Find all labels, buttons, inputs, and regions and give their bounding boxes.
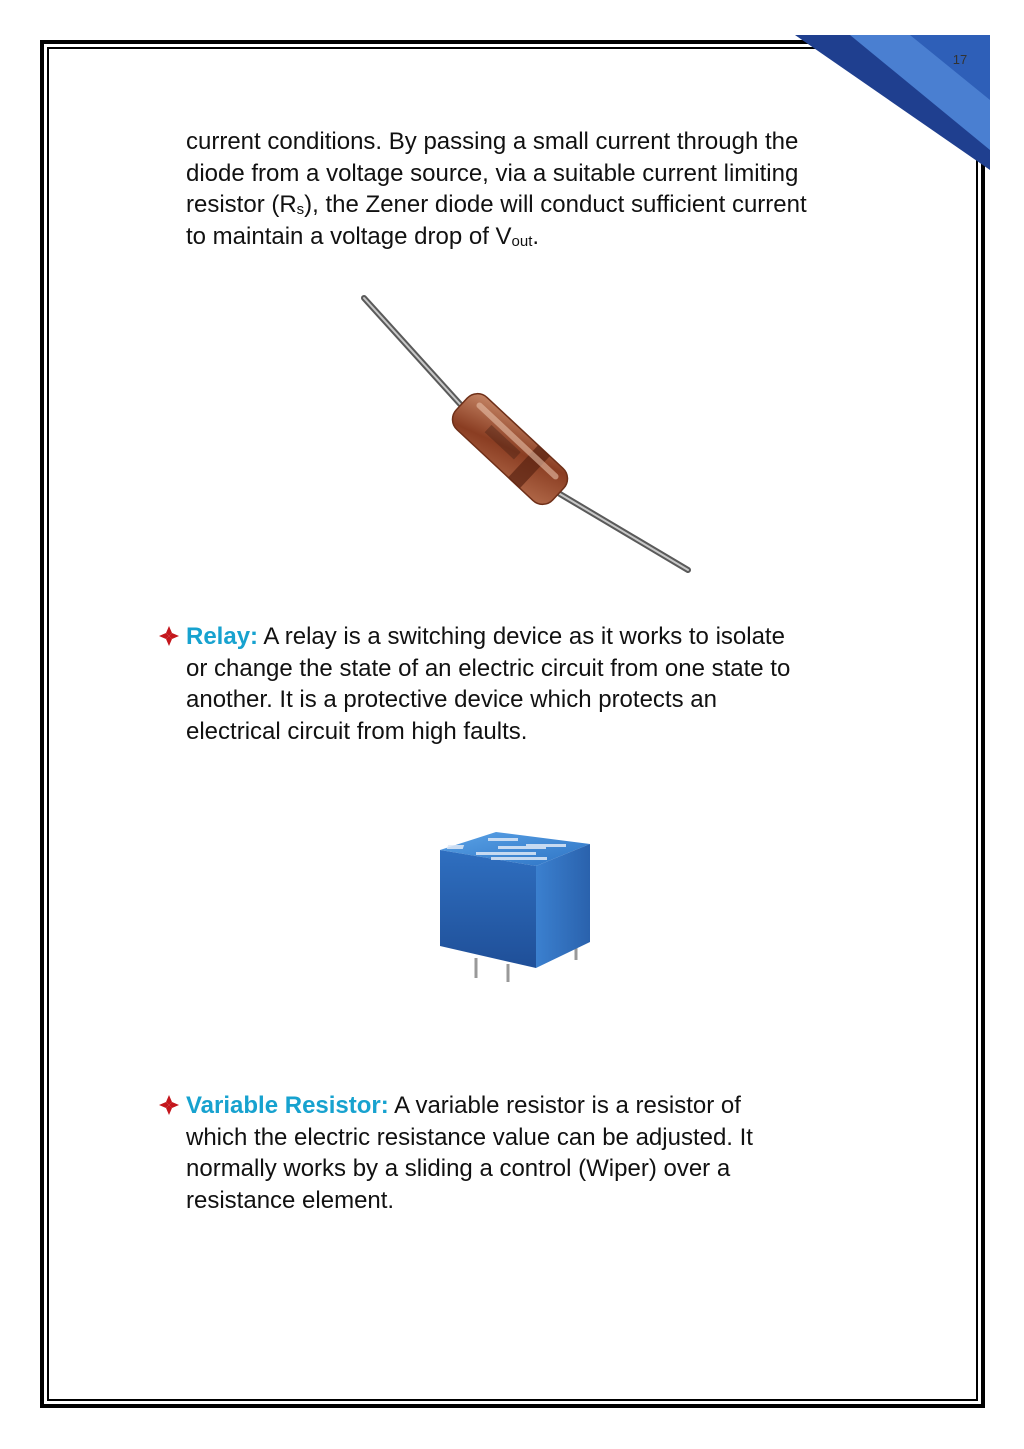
page-number: 17 [952, 52, 968, 67]
text-line: normally works by a sliding a control (Wiper) over a [186, 1155, 731, 1182]
text-line: resistance element. [186, 1186, 395, 1214]
relay-text [186, 621, 926, 747]
continuation-paragraph [186, 126, 926, 252]
text-line: diode from a voltage source, via a suitable current limiting [186, 159, 799, 187]
text-line: ), the Zener diode will conduct sufficient current [304, 191, 807, 218]
term-variable-resistor: Variable Resistor: [186, 1092, 389, 1119]
text-line: electrical circuit from high faults. [186, 717, 528, 745]
text-line: to maintain a voltage drop of V [186, 222, 512, 250]
subscript: s [296, 201, 305, 218]
diamond-bullet-icon [158, 625, 180, 647]
text-line: current conditions. By passing a small current through the [186, 128, 799, 155]
relay-photo [436, 818, 596, 984]
text-line: A relay is a switching device as it works to isolate [258, 623, 785, 650]
subscript: out [511, 232, 533, 250]
text-line: A variable resistor is a resistor of [388, 1092, 741, 1119]
text-line: or change the state of an electric circuit from one state to [186, 654, 791, 682]
text-line: which the electric resistance value can be adjusted. It [186, 1123, 753, 1151]
diamond-bullet-icon [158, 1094, 180, 1116]
text-line: . [532, 222, 540, 250]
term-relay: Relay: [186, 623, 259, 650]
text-line: resistor (R [186, 191, 297, 218]
variable-resistor-text [186, 1090, 926, 1216]
zener-diode-photo [360, 294, 694, 574]
text-line: another. It is a protective device which protects an [186, 686, 717, 713]
